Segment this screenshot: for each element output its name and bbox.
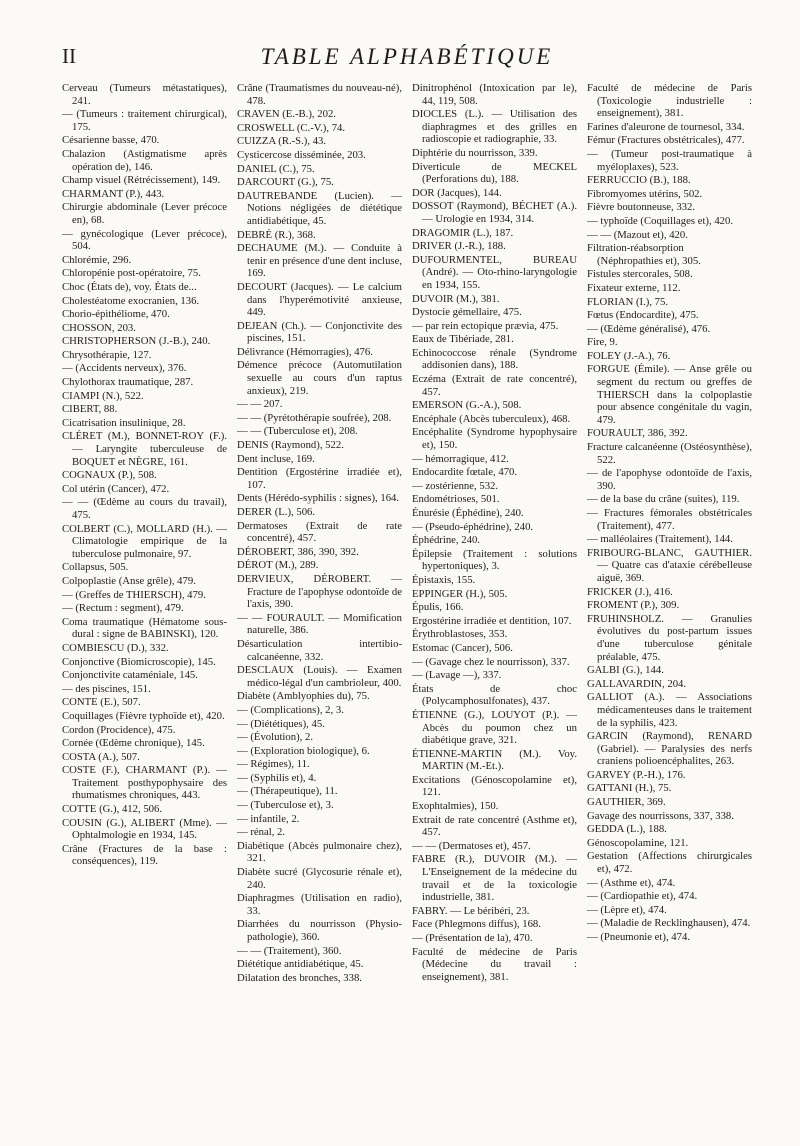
index-entry: — (Accidents nerveux), 376.: [62, 362, 187, 375]
index-column-1: [62, 82, 227, 1132]
index-entry: Crâne (Traumatismes du nouveau-né), 478.: [237, 82, 402, 107]
index-entry: Chlorémie, 296.: [62, 253, 132, 266]
index-entry: — typhoïde (Coquillages et), 420.: [587, 214, 734, 227]
index-entry: GATTANI (H.), 75.: [587, 782, 672, 795]
index-entry: FRUHINSHOLZ. — Granulies évolutives du post-partum issues d'une tuberculose génitale préalable, 475.: [587, 612, 752, 663]
index-entry: — (Complications), 2, 3.: [237, 703, 344, 716]
index-entry: Dystocie gémellaire, 475.: [412, 306, 522, 319]
index-entry: Collapsus, 505.: [62, 561, 129, 574]
index-entry: ÉTIENNE (G.), LOUYOT (P.). — Abcès du poumon chez un diabétique grave, 321.: [412, 708, 577, 747]
index-entry: Extrait de rate concentré (Asthme et), 457.: [412, 813, 577, 839]
index-entry: GARCIN (Raymond), RENARD (Gabriel). — Paralysies des nerfs craniens polioencéphalites, 263.: [587, 730, 752, 768]
index-entry: — (Pseudo-éphédrine), 240.: [412, 520, 534, 533]
index-entry: CLÉRET (M.), BONNET-ROY (F.). — Laryngite tuberculeuse de BOQUET et NÈGRE, 161.: [62, 430, 227, 468]
index-entry: Diabète (Amblyophies du), 75.: [237, 690, 370, 703]
index-entry: — Fractures fémorales obstétricales (Traitement), 477.: [587, 507, 752, 532]
index-entry: CIBERT, 88.: [62, 403, 118, 416]
index-entry: — hémorragique, 412.: [412, 452, 509, 465]
index-entry: Chalazion (Astigmatisme après opération de), 146.: [62, 147, 227, 173]
index-entry: DANIEL (C.), 75.: [237, 162, 315, 175]
index-entry: CROSWELL (C.-V.), 74.: [237, 121, 346, 134]
index-entry: Désarticulation intertibio-calcanéenne, 332.: [237, 637, 402, 663]
index-entry: FRIBOURG-BLANC, GAUTHIER. — Quatre cas d'ataxie cérébelleuse aiguë, 369.: [587, 546, 752, 584]
index-entry: FERRUCCIO (B.), 188.: [587, 174, 691, 187]
index-entry: — — (Tuberculose et), 208.: [237, 425, 358, 438]
index-column-4: [587, 82, 752, 1132]
index-entry: Chrysothérapie, 127.: [62, 348, 152, 361]
index-entry: GEDDA (L.), 188.: [587, 823, 667, 836]
index-entry: Endocardite fœtale, 470.: [412, 466, 518, 479]
index-entry: Ergostérine irradiée et dentition, 107.: [412, 614, 572, 627]
index-entry: Érythroblastoses, 353.: [412, 628, 508, 641]
index-entry: — — (Dermatoses et), 457.: [412, 839, 531, 852]
index-entry: DOR (Jacques), 144.: [412, 186, 502, 199]
index-entry: États de choc (Polycamphosulfonates), 437.: [412, 682, 577, 708]
index-entry: Encéphale (Abcès tuberculeux), 468.: [412, 412, 571, 425]
index-entry: Fémur (Fractures obstétricales), 477.: [587, 134, 745, 147]
index-entry: Conjonctivite cataméniale, 145.: [62, 669, 198, 682]
index-entry: Chorio-épithéliome, 470.: [62, 308, 170, 321]
index-entry: GAUTHIER, 369.: [587, 796, 666, 809]
index-entry: Champ visuel (Rétrécissement), 149.: [62, 174, 221, 187]
index-entry: Fire, 9.: [587, 336, 618, 349]
index-entry: Cornée (Œdème chronique), 145.: [62, 737, 205, 750]
index-entry: CRAVEN (E.-B.), 202.: [237, 108, 336, 121]
index-entry: Coma traumatique (Hématome sous-dural : signe de BABINSKI), 120.: [62, 615, 227, 641]
index-entry: Eczéma (Extrait de rate concentré), 457.: [412, 373, 577, 398]
index-entry: Diabétique (Abcès pulmonaire chez), 321.: [237, 839, 402, 865]
index-entry: FLORIAN (I.), 75.: [587, 295, 669, 308]
index-entry: Fistules stercorales, 508.: [587, 268, 693, 281]
index-entry: Excitations (Génoscopolamine et), 121.: [412, 773, 577, 799]
index-entry: Farines d'aleurone de tournesol, 334.: [587, 120, 745, 133]
index-entry: ÉTIENNE-MARTIN (M.). Voy. MARTIN (M.-Et.).: [412, 747, 577, 773]
index-entry: — des piscines, 151.: [62, 682, 151, 695]
index-entry: COUSIN (G.), ALIBERT (Mme). — Ophtalmologie en 1934, 145.: [62, 816, 227, 842]
index-entry: — (Rectum : segment), 479.: [62, 602, 184, 615]
index-entry: Dermatoses (Extrait de rate concentré), 457.: [237, 519, 402, 545]
index-entry: Cicatrisation insulinique, 28.: [62, 416, 186, 429]
index-entry: Conjonctive (Biomicroscopie), 145.: [62, 655, 216, 668]
index-entry: EPPINGER (H.), 505.: [412, 587, 508, 600]
index-entry: Cerveau (Tumeurs métastatiques), 241.: [62, 82, 227, 107]
index-entry: Épistaxis, 155.: [412, 573, 476, 586]
index-entry: Cordon (Procidence), 475.: [62, 723, 176, 736]
index-entry: — (Présentation de la), 470.: [412, 932, 533, 944]
index-entry: — de la base du crâne (suites), 119.: [587, 493, 740, 506]
index-entry: EMERSON (G.-A.), 508.: [412, 399, 522, 412]
index-entry: CHRISTOPHERSON (J.-B.), 240.: [62, 335, 211, 348]
page-header: [62, 44, 752, 78]
index-entry: — par rein ectopique prævia, 475.: [412, 319, 559, 332]
page-number: II: [62, 44, 76, 68]
index-entry: COGNAUX (P.), 508.: [62, 469, 157, 482]
index-entry: — — (Traitement), 360.: [237, 944, 342, 957]
index-entry: — (Tumeurs : traitement chirurgical), 175.: [62, 108, 227, 133]
index-entry: — (Greffes de THIERSCH), 479.: [62, 588, 206, 601]
index-entry: — zostérienne, 532.: [412, 479, 499, 492]
index-entry: — (Pneumonie et), 474.: [587, 931, 690, 943]
index-entry: COSTE (F.), CHARMANT (P.). — Traitement posthypophysaire des rhumatismes chroniques, 443.: [62, 764, 227, 802]
index-entry: — (Lèpre et), 474.: [587, 903, 667, 916]
index-entry: — (Thérapeutique), 11.: [237, 785, 338, 798]
index-entry: Coquillages (Fièvre typhoïde et), 420.: [62, 709, 225, 722]
index-entry: CONTE (E.), 507.: [62, 696, 141, 709]
index-entry: — — (Œdème au cours du travail), 475.: [62, 496, 227, 521]
index-entry: — (Tuberculose et), 3.: [237, 799, 334, 812]
index-entry: — — FOURAULT. — Momification naturelle, 386.: [237, 611, 402, 637]
index-entry: Dilatation des bronches, 338.: [237, 971, 362, 984]
index-entry: Chloropénie post-opératoire, 75.: [62, 267, 201, 280]
index-entry: Diabète sucré (Glycosurie rénale et), 240.: [237, 866, 402, 891]
index-entry: Chirurgie abdominale (Lever précoce en), 68.: [62, 201, 227, 226]
index-entry: COSTA (A.), 507.: [62, 750, 140, 763]
index-entry: FOURAULT, 386, 392.: [587, 427, 688, 440]
index-entry: GALBI (G.), 144.: [587, 664, 664, 677]
index-entry: — (Asthme et), 474.: [587, 876, 676, 889]
index-entry: Dinitrophénol (Intoxication par le), 44, 119, 508.: [412, 82, 577, 107]
index-entry: Fièvre boutonneuse, 332.: [587, 201, 696, 214]
index-entry: GALLIOT (A.). — Associations médicamenteuses dans le traitement de la syphilis, 423.: [587, 691, 752, 729]
index-entry: Cysticercose disséminée, 203.: [237, 148, 366, 161]
index-entry: — (Œdème généralisé), 476.: [587, 322, 711, 335]
index-entry: DAUTREBANDE (Lucien). — Notions négligées de diététique antidiabétique, 45.: [237, 189, 402, 227]
index-entry: — — (Mazout et), 420.: [587, 228, 688, 241]
index-entry: FABRE (R.), DUVOIR (M.). — L'Enseignement de la médecine du travail et de la toxicologie industrielle, 381.: [412, 853, 577, 904]
index-entry: GARVEY (P.-H.), 176.: [587, 768, 686, 781]
index-entry: CHOSSON, 203.: [62, 321, 136, 334]
index-entry: — gynécologique (Lever précoce), 504.: [62, 227, 227, 253]
index-columns: [62, 82, 752, 1132]
index-entry: Démence précoce (Automutilation sexuelle au cours d'un raptus anxieux), 219.: [237, 359, 402, 397]
index-entry: COTTE (G.), 412, 506.: [62, 803, 163, 816]
index-entry: — (Syphilis et), 4.: [237, 771, 317, 784]
index-entry: Épulis, 166.: [412, 601, 464, 614]
index-entry: DIOCLES (L.). — Utilisation des diaphragmes et des grilles en radioscopie et radiographie, 33.: [412, 108, 577, 146]
index-entry: Filtration-réabsorption (Néphropathies et), 305.: [587, 242, 701, 267]
index-entry: FORGUE (Émile). — Anse grêle ou segment du rectum ou greffes de THIERSCH dans la colpoplastie pour absence congénitale du vagin, 479.: [587, 363, 752, 426]
index-entry: — rénal, 2.: [237, 826, 286, 839]
index-entry: Fracture calcanéenne (Ostéosynthèse), 522.: [587, 441, 752, 466]
index-entry: — Régimes), 11.: [237, 758, 310, 771]
index-entry: CHARMANT (P.), 443.: [62, 187, 165, 200]
index-entry: COMBIESCU (D.), 332.: [62, 641, 169, 654]
index-entry: — (Gavage chez le nourrisson), 337.: [412, 655, 570, 668]
index-entry: Encéphalite (Syndrome hypophysaire et), 150.: [412, 426, 577, 452]
index-entry: Echinococcose rénale (Syndrome addisonien dans), 188.: [412, 346, 577, 372]
index-entry: — (Évolution), 2.: [237, 731, 313, 744]
index-entry: Éphédrine, 240.: [412, 534, 480, 547]
index-entry: Endométrioses, 501.: [412, 493, 500, 506]
index-entry: DECOURT (Jacques). — Le calcium dans l'hyperémotivité anxieuse, 449.: [237, 280, 402, 319]
index-entry: DARCOURT (G.), 75.: [237, 176, 334, 189]
index-entry: Épilepsie (Traitement : solutions hypertoniques), 3.: [412, 547, 577, 573]
index-entry: Fœtus (Endocardite), 475.: [587, 309, 699, 322]
index-entry: Diverticule de MECKEL (Perforations du), 188.: [412, 160, 577, 186]
index-entry: CUIZZA (R.-S.), 43.: [237, 135, 327, 148]
index-entry: — (Exploration biologique), 6.: [237, 744, 370, 757]
index-entry: GALLAVARDIN, 204.: [587, 677, 687, 690]
index-entry: DÉROBERT, 386, 390, 392.: [237, 545, 359, 558]
index-entry: Col utérin (Cancer), 472.: [62, 482, 170, 495]
index-entry: DUVOIR (M.), 381.: [412, 292, 500, 305]
index-entry: — (Diététiques), 45.: [237, 717, 325, 730]
index-entry: Césarienne basse, 470.: [62, 134, 160, 147]
index-entry: — infantile, 2.: [237, 812, 300, 825]
index-entry: — — 207.: [237, 398, 283, 411]
index-entry: Choc (États de), voy. États de...: [62, 280, 197, 293]
index-entry: Gavage des nourrissons, 337, 338.: [587, 809, 734, 822]
index-entry: DESCLAUX (Louis). — Examen médico-légal d'un cambrioleur, 400.: [237, 664, 402, 689]
index-entry: Gestation (Affections chirurgicales et), 472.: [587, 850, 752, 876]
index-entry: DÉROT (M.), 289.: [237, 559, 319, 572]
index-entry: Face (Phlegmons diffus), 168.: [412, 918, 541, 931]
index-entry: — (Maladie de Recklinghausen), 474.: [587, 917, 751, 930]
index-entry: Diphtérie du nourrisson, 339.: [412, 146, 538, 159]
index-entry: — malléolaires (Traitement), 144.: [587, 533, 733, 546]
index-entry: Exophtalmies), 150.: [412, 800, 499, 813]
index-entry: Faculté de médecine de Paris (Médecine du travail : enseignement), 381.: [412, 945, 577, 983]
index-entry: — — (Pyrétothérapie soufrée), 208.: [237, 411, 392, 424]
index-entry: Fibromyomes utérins, 502.: [587, 187, 703, 200]
index-entry: COLBERT (C.), MOLLARD (H.). — Climatologie empirique de la tuberculose pulmonaire, 97.: [62, 522, 227, 560]
index-entry: Dents (Hérédo-syphilis : signes), 164.: [237, 492, 400, 505]
index-entry: DECHAUME (M.). — Conduite à tenir en présence d'une dent incluse, 169.: [237, 242, 402, 280]
index-entry: FOLEY (J.-A.), 76.: [587, 349, 671, 362]
index-entry: DRIVER (J.-R.), 188.: [412, 240, 506, 253]
index-entry: Délivrance (Hémorragies), 476.: [237, 345, 373, 358]
index-entry: Faculté de médecine de Paris (Toxicologie industrielle : enseignement), 381.: [587, 82, 752, 120]
page-title: TABLE ALPHABÉTIQUE: [260, 44, 554, 69]
index-entry: CIAMPI (N.), 522.: [62, 389, 144, 402]
index-entry: DOSSOT (Raymond), BÉCHET (A.). — Urologie en 1934, 314.: [412, 200, 577, 225]
index-entry: Cholestéatome exocranien, 136.: [62, 294, 200, 307]
index-entry: Diététique antidiabétique, 45.: [237, 958, 364, 971]
index-entry: — de l'apophyse odontoïde de l'axis, 390.: [587, 467, 752, 492]
index-entry: Estomac (Cancer), 506.: [412, 641, 513, 654]
index-entry: Diarrhées du nourrisson (Physio-pathologie), 360.: [237, 918, 402, 943]
index-entry: Fixateur externe, 112.: [587, 281, 681, 294]
index-entry: Dentition (Ergostérine irradiée et), 107.: [237, 466, 402, 491]
index-entry: DERVIEUX, DÉROBERT. — Fracture de l'apophyse odontoïde de l'axis, 390.: [237, 572, 402, 611]
index-entry: Crâne (Fractures de la base : conséquences), 119.: [62, 842, 227, 868]
index-entry: DEBRÉ (R.), 368.: [237, 228, 316, 241]
index-column-3: [412, 82, 577, 1132]
index-entry: DERER (L.), 506.: [237, 506, 316, 518]
index-entry: Diaphragmes (Utilisation en radio), 33.: [237, 892, 402, 917]
index-entry: DENIS (Raymond), 522.: [237, 439, 344, 452]
index-entry: Colpoplastie (Anse grêle), 479.: [62, 574, 196, 587]
index-entry: Énurésie (Éphédine), 240.: [412, 507, 524, 519]
index-entry: FRICKER (J.), 416.: [587, 585, 673, 598]
index-entry: — (Lavage —), 337.: [412, 669, 502, 682]
index-entry: — (Cardiopathie et), 474.: [587, 890, 698, 903]
index-entry: DEJEAN (Ch.). — Conjonctivite des piscines, 151.: [237, 319, 402, 345]
index-entry: DRAGOMIR (L.), 187.: [412, 226, 514, 239]
index-entry: DUFOURMENTEL, BUREAU (André). — Oto-rhino-laryngologie en 1934, 155.: [412, 253, 577, 291]
index-entry: Eaux de Tibériade, 281.: [412, 333, 514, 346]
index-column-2: [237, 82, 402, 1132]
index-entry: Génoscopolamine, 121.: [587, 836, 689, 849]
index-entry: Chylothorax traumatique, 287.: [62, 376, 194, 389]
index-entry: FROMENT (P.), 309.: [587, 599, 680, 612]
index-entry: FABRY. — Le béribéri, 23.: [412, 904, 530, 917]
index-entry: — (Tumeur post-traumatique à myéloplaxes), 523.: [587, 147, 752, 173]
index-entry: Dent incluse, 169.: [237, 452, 315, 465]
